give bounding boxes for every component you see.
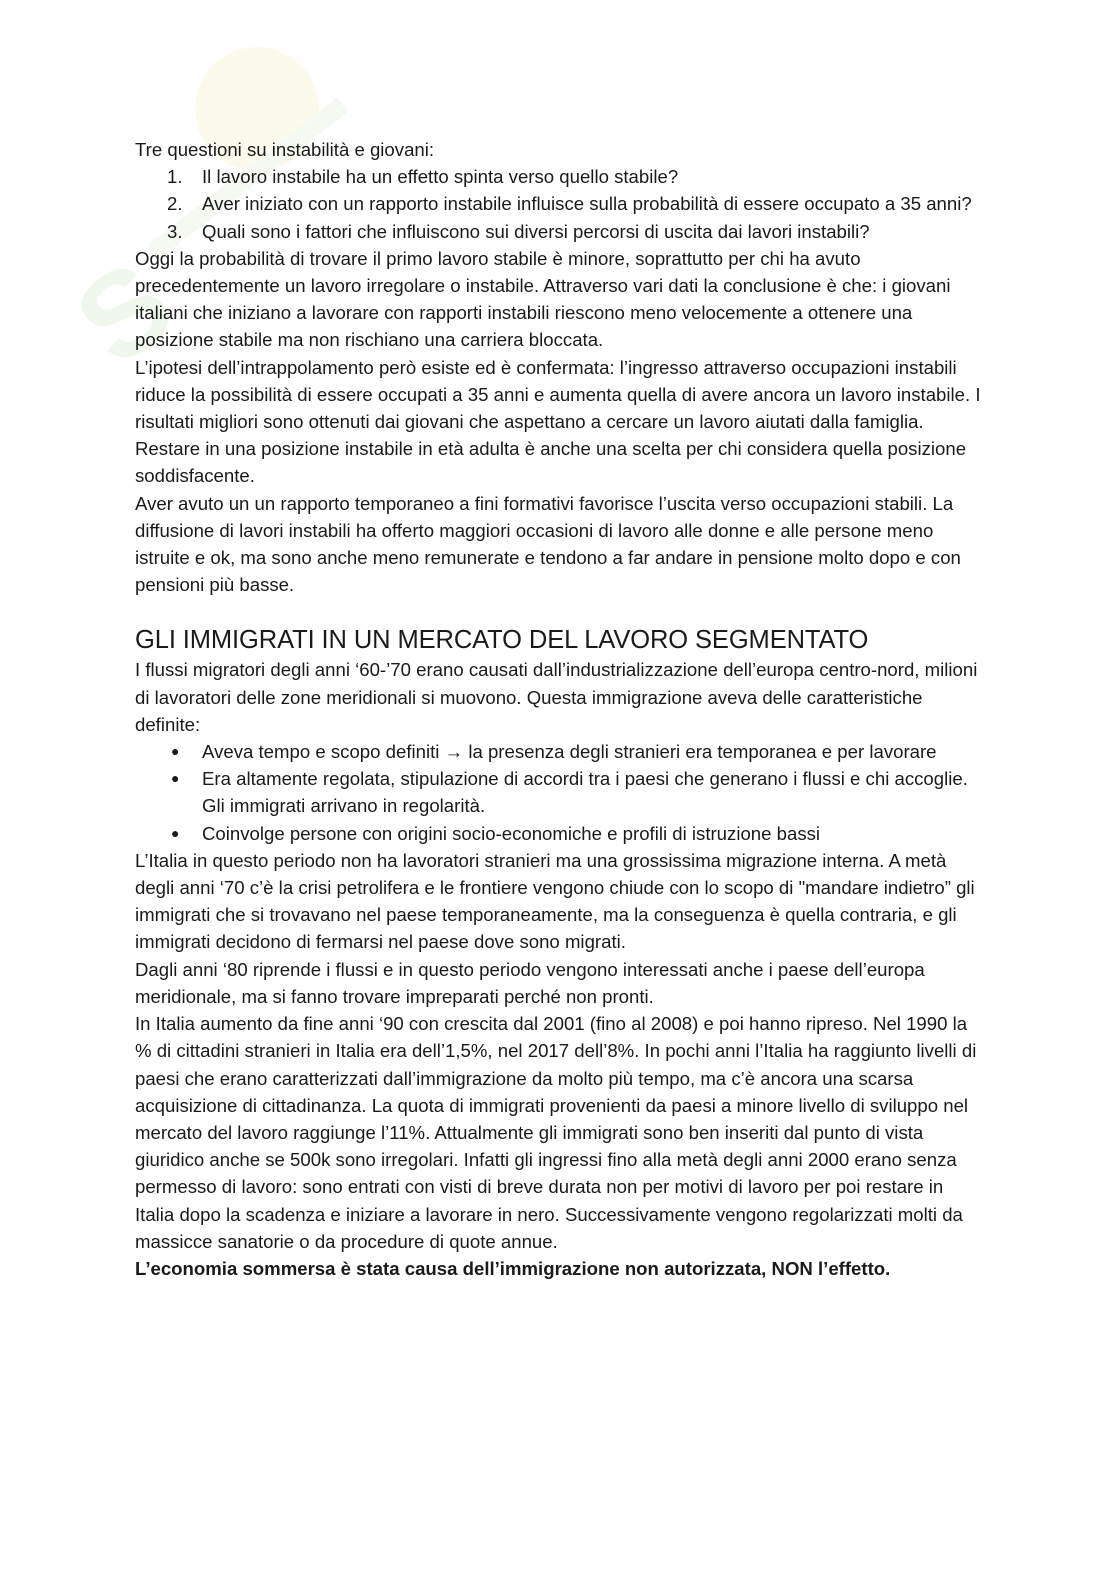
list-number: 1. (167, 166, 183, 188)
list-item-text: Coinvolge persone con origini socio-economiche e profili di istruzione bassi (202, 822, 821, 844)
section-heading: GLI IMMIGRATI IN UN MERCATO DEL LAVORO SEGMENTATO (135, 626, 869, 655)
list-item (135, 163, 985, 190)
list-item-text: Aveva tempo e scopo definiti → la presenza degli stranieri era temporanea e per lavorare (202, 741, 937, 763)
list-number: 2. (167, 193, 183, 215)
paragraph: Dagli anni ‘80 riprende i flussi e in questo periodo vengono interessati anche i paese dell’europa meridionale, ma si fanno trovare impreparati perché non pronti. (135, 958, 925, 1007)
document-page (135, 136, 985, 1282)
list-item-text: Aver iniziato con un rapporto instabile influisce sulla probabilità di essere occupato a 35 anni? (202, 193, 972, 215)
conclusion-statement: L’economia sommersa è stata causa dell’immigrazione non autorizzata, NON l’effetto. (135, 1257, 891, 1279)
list-item (135, 190, 985, 217)
list-item (135, 820, 985, 847)
questions-list (135, 163, 985, 245)
list-item-text: Quali sono i fattori che influiscono sui diversi percorsi di uscita dai lavori instabili? (202, 220, 870, 242)
list-number: 3. (167, 220, 183, 242)
bullet-icon: ● (171, 743, 180, 760)
characteristics-list (135, 738, 985, 847)
list-item (135, 218, 985, 245)
list-item (135, 765, 985, 819)
list-item (135, 738, 985, 765)
bullet-icon: ● (171, 770, 180, 787)
section1-intro: Tre questioni su instabilità e giovani: (135, 139, 435, 160)
list-item-text: Era altamente regolata, stipulazione di accordi tra i paesi che generano i flussi e chi accoglie. Gli immigrati arrivano in regolarità. (202, 768, 968, 817)
paragraph: I flussi migratori degli anni ‘60-’70 erano causati dall’industrializzazione dell’europa centro-nord, milioni di lavoratori delle zone meridionali si muovono. Questa immigrazione aveva delle caratteristiche definite: (135, 659, 978, 735)
paragraph: Oggi la probabilità di trovare il primo lavoro stabile è minore, soprattutto per chi ha avuto precedentemente un lavoro irregolare o instabile. Attraverso vari dati la conclusione è che: i giovani italiani che iniziano a lavorare con rapporti instabili riescono meno velocemente a ottenere una posizione stabile ma non rischiano una carriera bloccata. (135, 247, 951, 351)
paragraph: L’Italia in questo periodo non ha lavoratori stranieri ma una grossissima migrazione interna. A metà degli anni ‘70 c’è la crisi petrolifera e le frontiere vengono chiude con lo scopo di "mandare indietro” gli immigrati che si trovavano nel paese temporaneamente, ma la conseguenza è quella contraria, e gli immigrati decidono di fermarsi nel paese dove sono migrati. (135, 849, 975, 953)
watermark-text: S (51, 235, 198, 391)
bullet-icon: ● (171, 824, 180, 841)
paragraph: Aver avuto un un rapporto temporaneo a fini formativi favorisce l’uscita verso occupazioni stabili. La diffusione di lavori instabili ha offerto maggiori occasioni di lavoro alle donne e alle persone meno istruite e ok, ma sono anche meno remunerate e tendono a far andare in pensione molto dopo e con pensioni più basse. (135, 492, 961, 596)
paragraph: L’ipotesi dell’intrappolamento però esiste ed è confermata: l’ingresso attraverso occupazioni instabili riduce la possibilità di essere occupati a 35 anni e aumenta quella di avere ancora un lavoro instabile. I risultati migliori sono ottenuti dai giovani che aspettano a cercare un lavoro aiutati dalla famiglia. Restare in una posizione instabile in età adulta è anche una scelta per chi considera quella posizione soddisfacente. (135, 356, 981, 487)
paragraph: In Italia aumento da fine anni ‘90 con crescita dal 2001 (fino al 2008) e poi hanno ripreso. Nel 1990 la % di cittadini stranieri in Italia era dell’1,5%, nel 2017 dell’8%. In pochi anni l’Italia ha raggiunto livelli di paesi che erano caratterizzati dall’immigrazione da molto più tempo, ma c’è ancora una scarsa acquisizione di cittadinanza. La quota di immigrati provenienti da paesi a minore livello di sviluppo nel mercato del lavoro raggiunge l’11%. Attualmente gli immigrati sono ben inseriti dal punto di vista giuridico anche se 500k sono irregolari. Infatti gli ingressi fino alla metà degli anni 2000 erano senza permesso di lavoro: sono entrati con visti di breve durata non per motivi di lavoro per poi restare in Italia dopo la scadenza e iniziare a lavorare in nero. Successivamente vengono regolarizzati molti da massicce sanatorie o da procedure di quote annue. (135, 1013, 977, 1252)
list-item-text: Il lavoro instabile ha un effetto spinta verso quello stabile? (202, 166, 679, 188)
